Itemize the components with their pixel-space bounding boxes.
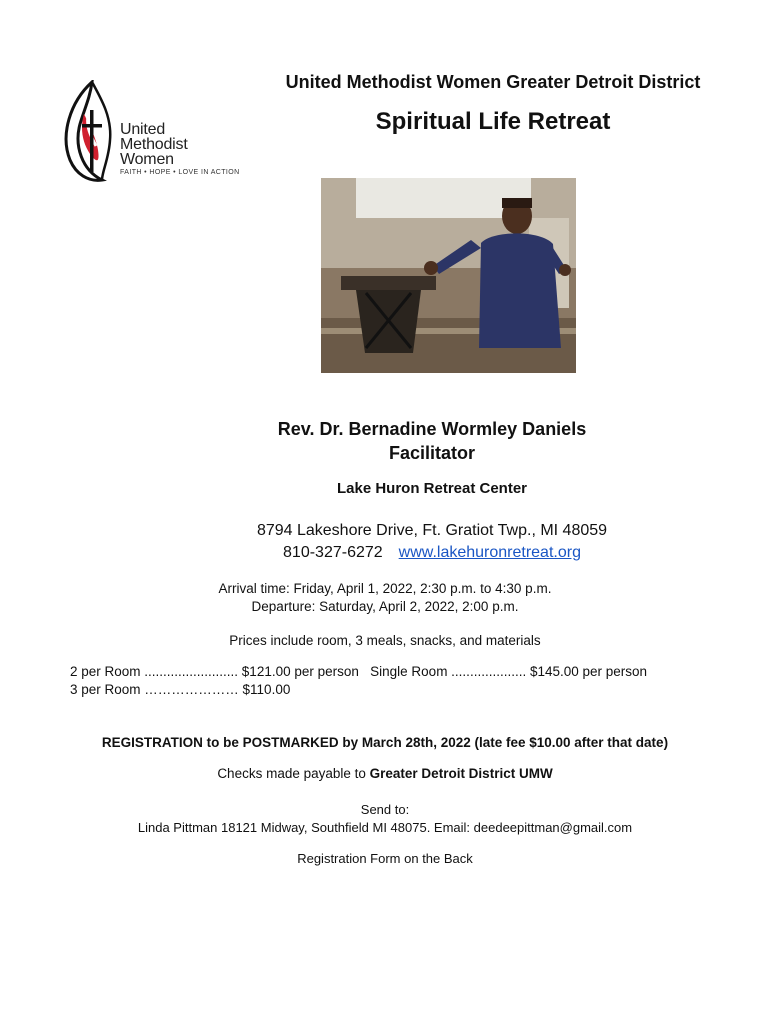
room-rates: [70, 663, 750, 699]
prices-note: Prices include room, 3 meals, snacks, and materials: [229, 633, 541, 648]
flame-cross-icon: [62, 80, 122, 185]
checks-payee: Greater Detroit District UMW: [369, 766, 553, 781]
venue-phone-website: [150, 542, 714, 564]
send-to-block: [50, 801, 720, 837]
speaker-block: [150, 417, 714, 465]
registration-deadline: REGISTRATION to be POSTMARKED by March 28th, 2022 (late fee $10.00 after that date): [101, 735, 669, 750]
speaker-name: Rev. Dr. Bernadine Wormley Daniels: [277, 419, 587, 439]
logo-tagline: FAITH • HOPE • LOVE IN ACTION: [120, 169, 240, 176]
speaker-photo: [321, 178, 576, 373]
send-to-address: Linda Pittman 18121 Midway, Southfield MI 48075. Email: deedeepittman@gmail.com: [137, 820, 633, 835]
logo-word-1: United: [120, 121, 166, 138]
checks-prefix: Checks made payable to: [217, 766, 370, 781]
send-to-label: Send to:: [360, 802, 410, 817]
arrival-time: Arrival time: Friday, April 1, 2022, 2:30 p.m. to 4:30 p.m.: [218, 581, 552, 596]
logo-word-2: Methodist: [120, 136, 188, 153]
logo-word-3: Women: [120, 151, 174, 168]
venue-name: Lake Huron Retreat Center: [336, 480, 528, 497]
venue-phone: 810-327-6272: [283, 544, 383, 561]
departure-time: Departure: Saturday, April 2, 2022, 2:00 p.m.: [251, 599, 519, 614]
organization-name: United Methodist Women Greater Detroit District: [285, 72, 701, 92]
venue-website-link[interactable]: www.lakehuronretreat.org: [398, 544, 581, 561]
venue-contact: [150, 520, 714, 564]
page-title: Spiritual Life Retreat: [375, 108, 611, 135]
venue-address: 8794 Lakeshore Drive, Ft. Gratiot Twp., MI 48059: [256, 522, 608, 539]
speaker-role: Facilitator: [388, 443, 476, 463]
form-on-back-note: Registration Form on the Back: [297, 851, 473, 866]
schedule: [100, 580, 670, 616]
checks-payable: [50, 766, 720, 781]
umw-logo: [62, 80, 252, 190]
rate-line-2: 3 per Room ………………… $110.00: [70, 682, 291, 697]
rate-line-1: 2 per Room ......................... $121.00 per person Single Room .................... $145.00 per person: [70, 664, 648, 679]
